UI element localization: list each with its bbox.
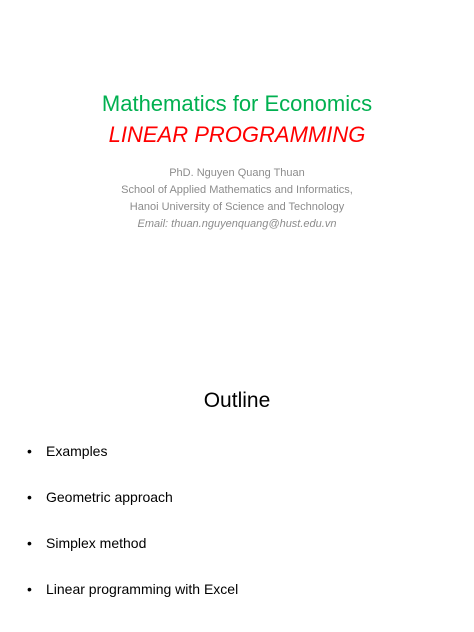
- author-info: [0, 165, 474, 233]
- list-item-label: Linear programming with Excel: [46, 581, 239, 597]
- bullet-icon: •: [27, 489, 32, 505]
- list-item-label: Geometric approach: [46, 489, 173, 505]
- slide-title: Mathematics for Economics: [101, 91, 373, 116]
- list-item-label: Simplex method: [46, 535, 147, 551]
- bullet-icon: •: [27, 535, 32, 551]
- list-item-label: Examples: [46, 443, 108, 459]
- bullet-icon: •: [27, 443, 32, 459]
- outline-slide: [0, 362, 474, 632]
- bullet-icon: •: [27, 581, 32, 597]
- author-name: PhD. Nguyen Quang Thuan: [169, 167, 305, 179]
- email-address: Email: thuan.nguyenquang@hust.edu.vn: [137, 218, 337, 230]
- outline-heading: Outline: [203, 389, 271, 412]
- slide-subtitle: LINEAR PROGRAMMING: [108, 122, 366, 147]
- affiliation-line-2: Hanoi University of Science and Technology: [129, 201, 345, 213]
- affiliation-line-1: School of Applied Mathematics and Informatics,: [121, 184, 353, 196]
